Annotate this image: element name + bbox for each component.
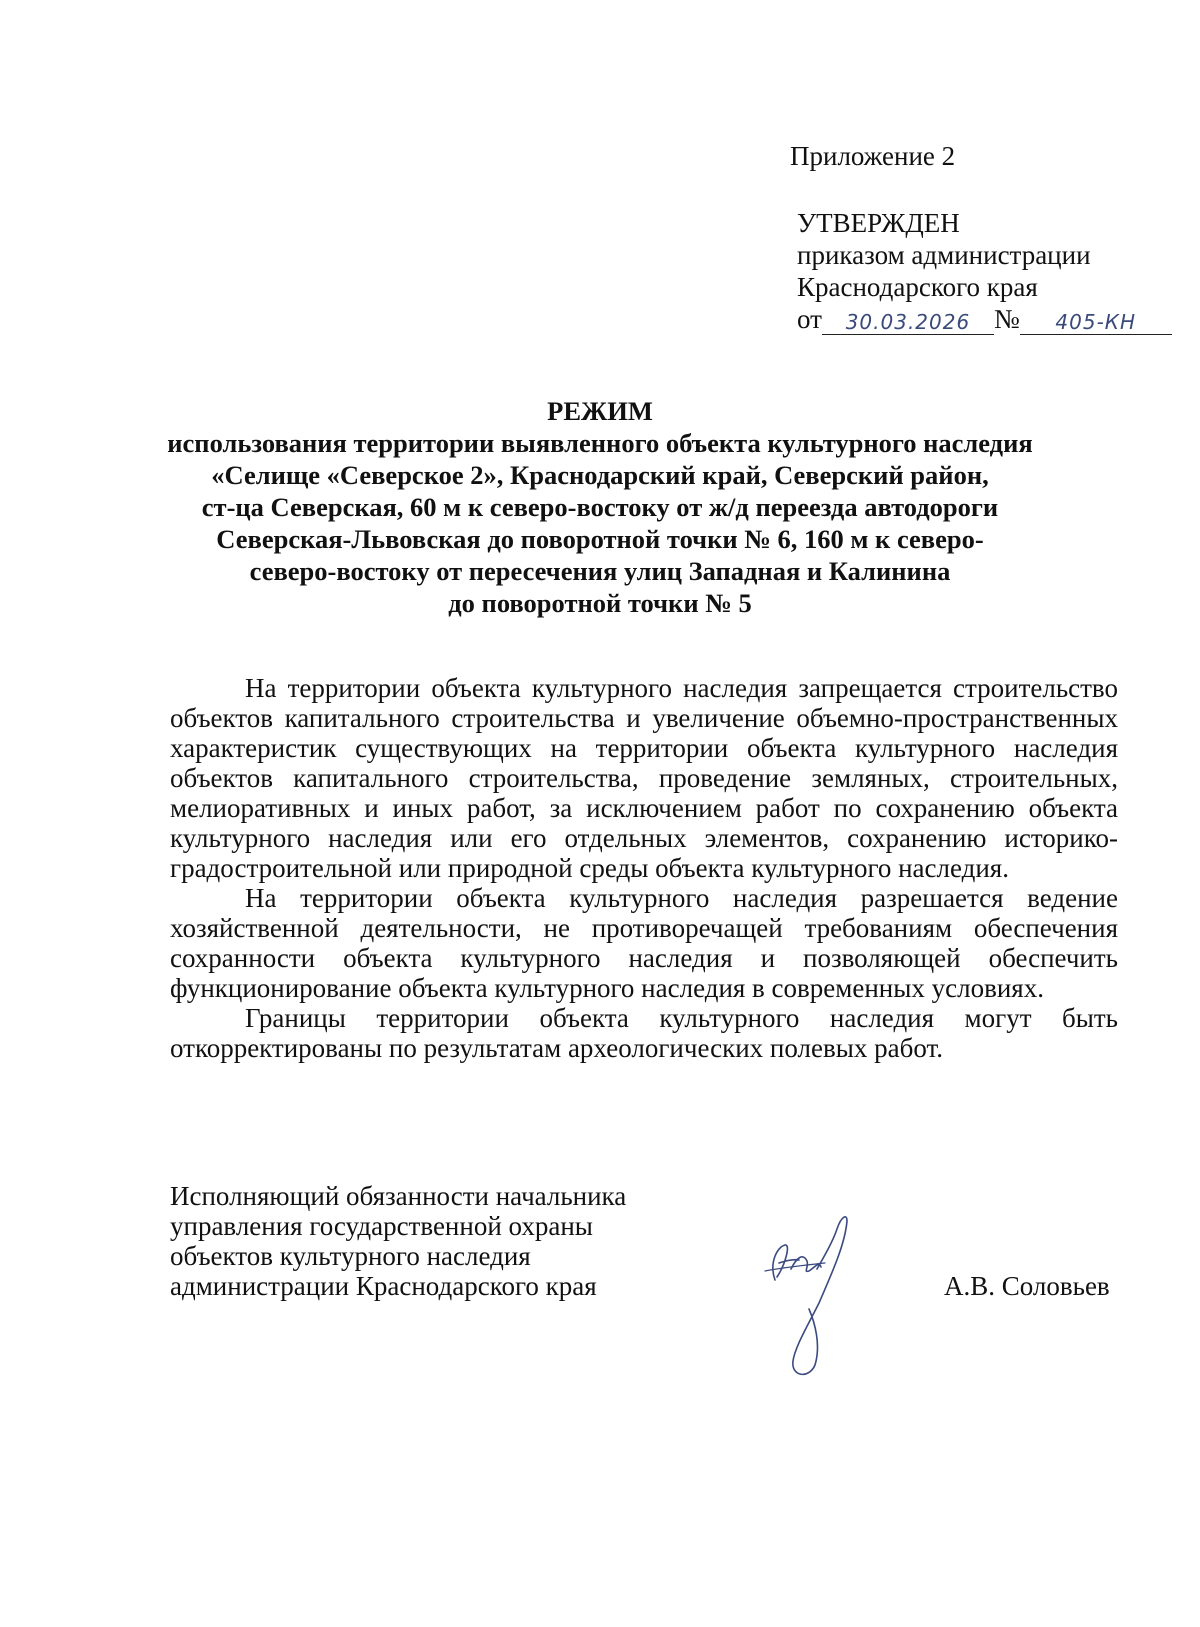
title-line: использования территории выявленного объекта культурного наследия xyxy=(167,428,1033,458)
position-line: Исполняющий обязанности начальника xyxy=(170,1181,627,1211)
appendix-label: Приложение 2 xyxy=(790,141,956,171)
position-line: управления государственной охраны xyxy=(170,1211,593,1241)
handwritten-signature xyxy=(755,1205,865,1385)
title-line: Северская-Львовская до поворотной точки № 6, 160 м к северо- xyxy=(216,524,984,554)
approved-region: Краснодарского края xyxy=(797,272,1038,302)
approved-by-order: приказом администрации xyxy=(797,240,1091,270)
title-line: ст-ца Северская, 60 м к северо-востоку от ж/д переезда автодороги xyxy=(201,492,999,522)
title-line: до поворотной точки № 5 xyxy=(448,588,752,618)
body-paragraph: На территории объекта культурного наследия запрещается строительство объектов капитального строительства и увеличение объемно-пространственных характеристик существующих на территории объекта культурного наследия объектов капитального строительства, проведение земляных, строительных, мелиоративных и иных работ, за исключением работ по сохранению объекта культурного наследия или его отдельных элементов, сохранению историко-градостроительной или природной среды объекта культурного наследия. xyxy=(170,673,1118,883)
document-body xyxy=(170,673,1118,1063)
body-paragraph: На территории объекта культурного наследия разрешается ведение хозяйственной деятельности, не противоречащей требованиям обеспечения сохранности объекта культурного наследия и позволяющей обеспечить функционирование объекта культурного наследия в современных условиях. xyxy=(170,883,1118,1003)
body-paragraph: Границы территории объекта культурного наследия могут быть откорректированы по результатам археологических полевых работ. xyxy=(170,1003,1118,1063)
title-line: северо-востоку от пересечения улиц Западная и Калинина xyxy=(249,556,951,586)
order-date: 30.03.2026 xyxy=(822,310,994,335)
position-line: объектов культурного наследия xyxy=(170,1241,531,1271)
signer-name: А.В. Соловьев xyxy=(944,1271,1110,1301)
approved-label: УТВЕРЖДЕН xyxy=(797,208,960,238)
from-label: от xyxy=(797,304,822,334)
title-heading: РЕЖИМ xyxy=(547,396,653,426)
position-line: администрации Краснодарского края xyxy=(170,1271,597,1301)
number-label: № xyxy=(993,304,1020,334)
title-line: «Селище «Северское 2», Краснодарский край, Северский район, xyxy=(211,460,989,490)
order-number: 405-КН xyxy=(1020,310,1172,335)
document-title xyxy=(140,395,1060,619)
approval-stamp xyxy=(797,207,1172,335)
signatory-position xyxy=(170,1181,626,1301)
order-date-line xyxy=(797,303,1172,335)
